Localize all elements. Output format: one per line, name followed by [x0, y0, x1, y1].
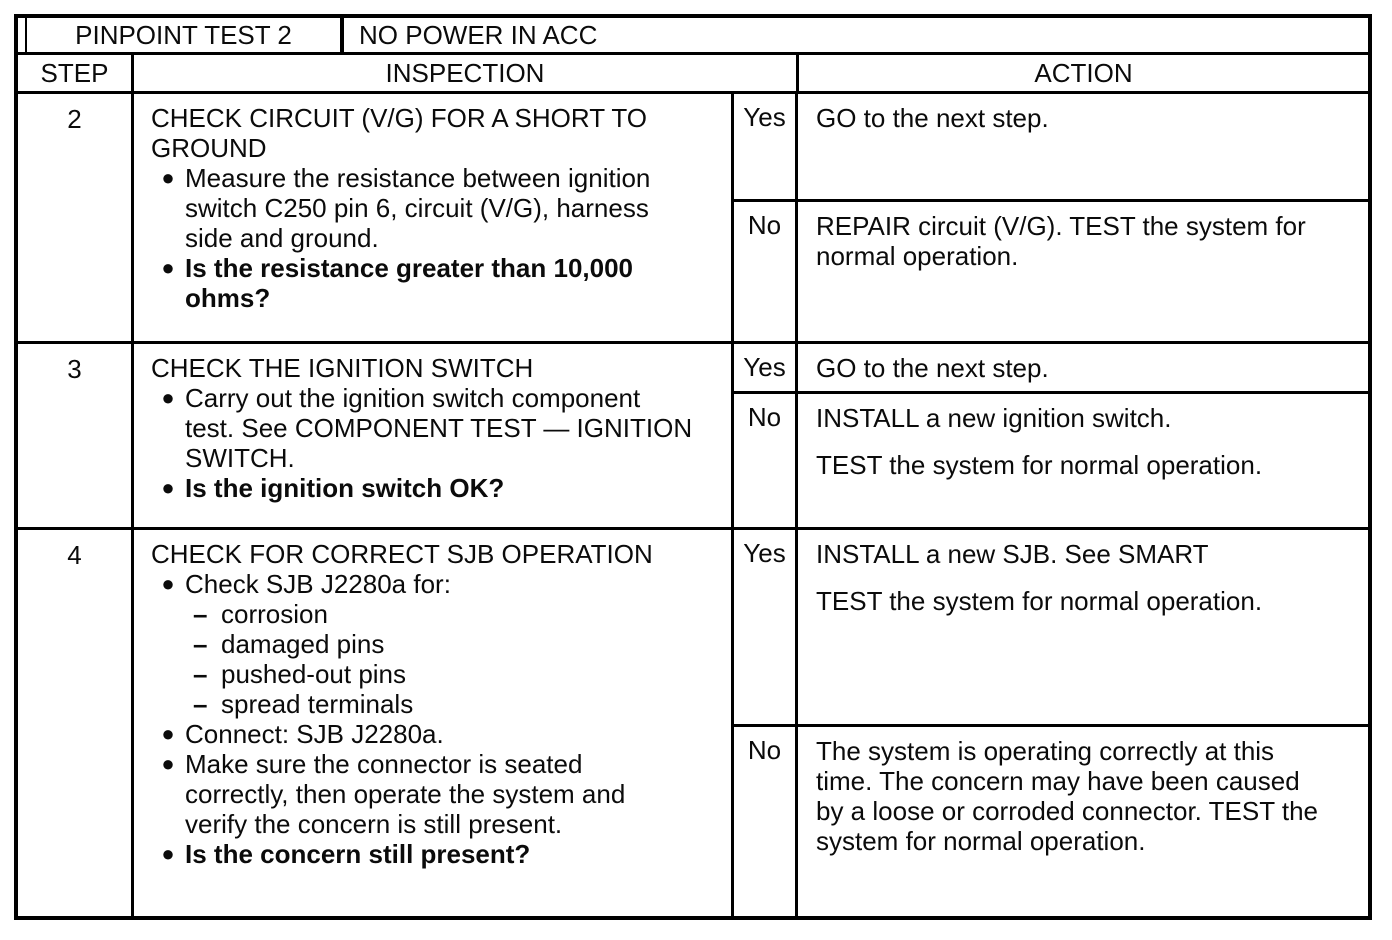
title-left-spacer: [18, 18, 27, 52]
steps-container: [18, 94, 1368, 916]
column-header-row: [18, 55, 1368, 94]
yes-label: Yes: [734, 344, 798, 391]
inspection-subitem: [151, 599, 717, 629]
inspection-bullet: [151, 163, 717, 253]
bullet-icon: ●: [161, 385, 175, 410]
bullet-text: Make sure the connector is seated correctly, then operate the system and verify the concern is still present.: [185, 749, 626, 839]
action-cell: [798, 94, 1368, 199]
dash-icon: –: [193, 599, 208, 629]
pinpoint-test-table: [14, 14, 1372, 920]
yes-branch: [734, 94, 1368, 202]
subitem-text: spread terminals: [221, 689, 414, 719]
bullet-text: Is the ignition switch OK?: [185, 473, 505, 503]
step-row: [18, 344, 1368, 530]
bullet-icon: ●: [161, 751, 175, 776]
step-number: 2: [18, 94, 134, 341]
inspection-title: CHECK CIRCUIT (V/G) FOR A SHORT TO GROUND: [151, 103, 648, 163]
subitem-text: damaged pins: [221, 629, 385, 659]
inspection-subitem: [151, 659, 717, 689]
bullet-icon: ●: [161, 255, 175, 280]
inspection-title: CHECK FOR CORRECT SJB OPERATION: [151, 539, 653, 569]
action-paragraph: TEST the system for normal operation.: [816, 586, 1263, 616]
action-paragraph: GO to the next step.: [816, 353, 1049, 383]
inspection-bullet: [151, 749, 717, 839]
bullet-text: Check SJB J2280a for:: [185, 569, 451, 599]
column-header-step: STEP: [18, 55, 134, 91]
action-cell: [798, 394, 1368, 527]
no-label: No: [734, 202, 798, 341]
action-cell: [798, 344, 1368, 391]
no-branch: [734, 202, 1368, 341]
yes-no-branches: [734, 344, 1368, 527]
yes-label: Yes: [734, 94, 798, 199]
column-header-inspection: INSPECTION: [134, 55, 799, 91]
inspection-title: CHECK THE IGNITION SWITCH: [151, 353, 534, 383]
action-paragraph: REPAIR circuit (V/G). TEST the system for normal operation.: [816, 211, 1306, 271]
bullet-icon: ●: [161, 721, 175, 746]
bullet-icon: ●: [161, 475, 175, 500]
bullet-text: Is the concern still present?: [185, 839, 531, 869]
bullet-text: Carry out the ignition switch component test. See COMPONENT TEST — IGNITION SWITCH.: [185, 383, 693, 473]
action-cell: [798, 530, 1368, 724]
action-cell: [798, 202, 1368, 341]
inspection-bullet: [151, 383, 717, 473]
yes-branch: [734, 344, 1368, 394]
subitem-text: corrosion: [221, 599, 328, 629]
step-number: 3: [18, 344, 134, 527]
action-paragraph: TEST the system for normal operation.: [816, 450, 1263, 480]
bullet-icon: ●: [161, 571, 175, 596]
no-branch: [734, 727, 1368, 916]
inspection-subitem: [151, 629, 717, 659]
inspection-bullet: [151, 719, 717, 749]
inspection-cell: [134, 94, 734, 341]
subitem-text: pushed-out pins: [221, 659, 407, 689]
dash-icon: –: [193, 689, 208, 719]
action-paragraph: The system is operating correctly at this time. The concern may have been caused by a loose or corroded connector. TEST the system for normal operation.: [816, 736, 1318, 856]
no-label: No: [734, 394, 798, 527]
yes-label: Yes: [734, 530, 798, 724]
step-number: 4: [18, 530, 134, 916]
no-label: No: [734, 727, 798, 916]
dash-icon: –: [193, 629, 208, 659]
dash-icon: –: [193, 659, 208, 689]
bullet-text: Is the resistance greater than 10,000 ohms?: [185, 253, 634, 313]
test-description: NO POWER IN ACC: [359, 19, 598, 50]
action-paragraph: INSTALL a new SJB. See SMART: [816, 539, 1209, 569]
bullet-icon: ●: [161, 841, 175, 866]
bullet-icon: ●: [161, 165, 175, 190]
inspection-question-bullet: [151, 473, 717, 503]
inspection-bullet: [151, 569, 717, 599]
no-branch: [734, 394, 1368, 527]
action-paragraph: INSTALL a new ignition switch.: [816, 403, 1172, 433]
inspection-cell: [134, 344, 734, 527]
yes-no-branches: [734, 94, 1368, 341]
pinpoint-test-label: PINPOINT TEST 2: [27, 18, 344, 52]
inspection-question-bullet: [151, 839, 717, 869]
column-header-action: ACTION: [1034, 57, 1133, 88]
inspection-subitem: [151, 689, 717, 719]
inspection-cell: [134, 530, 734, 916]
yes-branch: [734, 530, 1368, 727]
step-row: [18, 530, 1368, 916]
bullet-text: Measure the resistance between ignition switch C250 pin 6, circuit (V/G), harness side and ground.: [185, 163, 651, 253]
inspection-question-bullet: [151, 253, 717, 313]
bullet-text: Connect: SJB J2280a.: [185, 719, 444, 749]
yes-no-branches: [734, 530, 1368, 916]
action-cell: [798, 727, 1368, 916]
action-paragraph: GO to the next step.: [816, 103, 1049, 133]
step-row: [18, 94, 1368, 344]
title-row: [18, 18, 1368, 55]
